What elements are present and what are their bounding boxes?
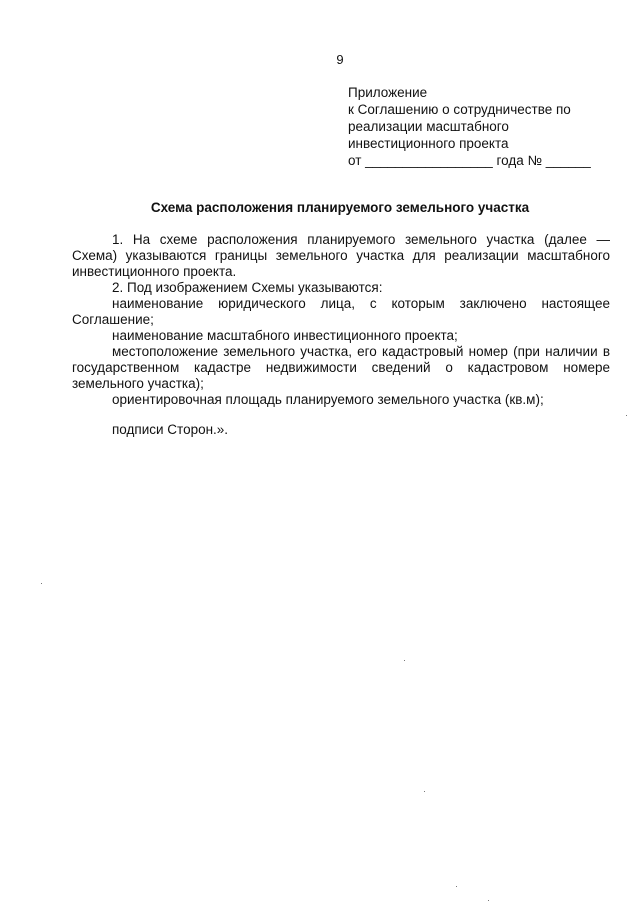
scan-speck — [488, 900, 489, 901]
document-title: Схема расположения планируемого земельного участка — [150, 200, 530, 215]
paragraph: 1. На схеме расположения планируемого земельного участка (далее — Схема) указываются границы земельного участка для реализации масштабного инвестиционного проекта. — [72, 232, 610, 279]
page-number: 9 — [336, 52, 344, 67]
scan-speck — [456, 886, 457, 887]
document-body — [72, 232, 610, 438]
scan-speck — [424, 791, 425, 792]
paragraph: наименование юридического лица, с которым заключено настоящее Соглашение; — [72, 296, 610, 327]
appendix-line: к Соглашению о сотрудничестве по — [348, 102, 571, 117]
appendix-date-number-line: от _________________ года № ______ — [348, 153, 591, 168]
paragraph: наименование масштабного инвестиционного проекта; — [112, 328, 458, 343]
scan-speck — [404, 660, 405, 661]
scan-speck — [626, 415, 627, 416]
appendix-block — [348, 84, 618, 169]
appendix-line: реализации масштабного — [348, 119, 509, 134]
signatures-paragraph: подписи Сторон.». — [112, 422, 229, 437]
appendix-line: Приложение — [348, 85, 428, 100]
scan-speck — [41, 583, 42, 584]
appendix-line: инвестиционного проекта — [348, 136, 509, 151]
paragraph: ориентировочная площадь планируемого земельного участка (кв.м); — [112, 392, 544, 407]
paragraph: 2. Под изображением Схемы указываются: — [112, 280, 383, 295]
paragraph: местоположение земельного участка, его кадастровый номер (при наличии в государственном кадастре недвижимости сведений о кадастровом номере земельного участка); — [72, 344, 610, 391]
